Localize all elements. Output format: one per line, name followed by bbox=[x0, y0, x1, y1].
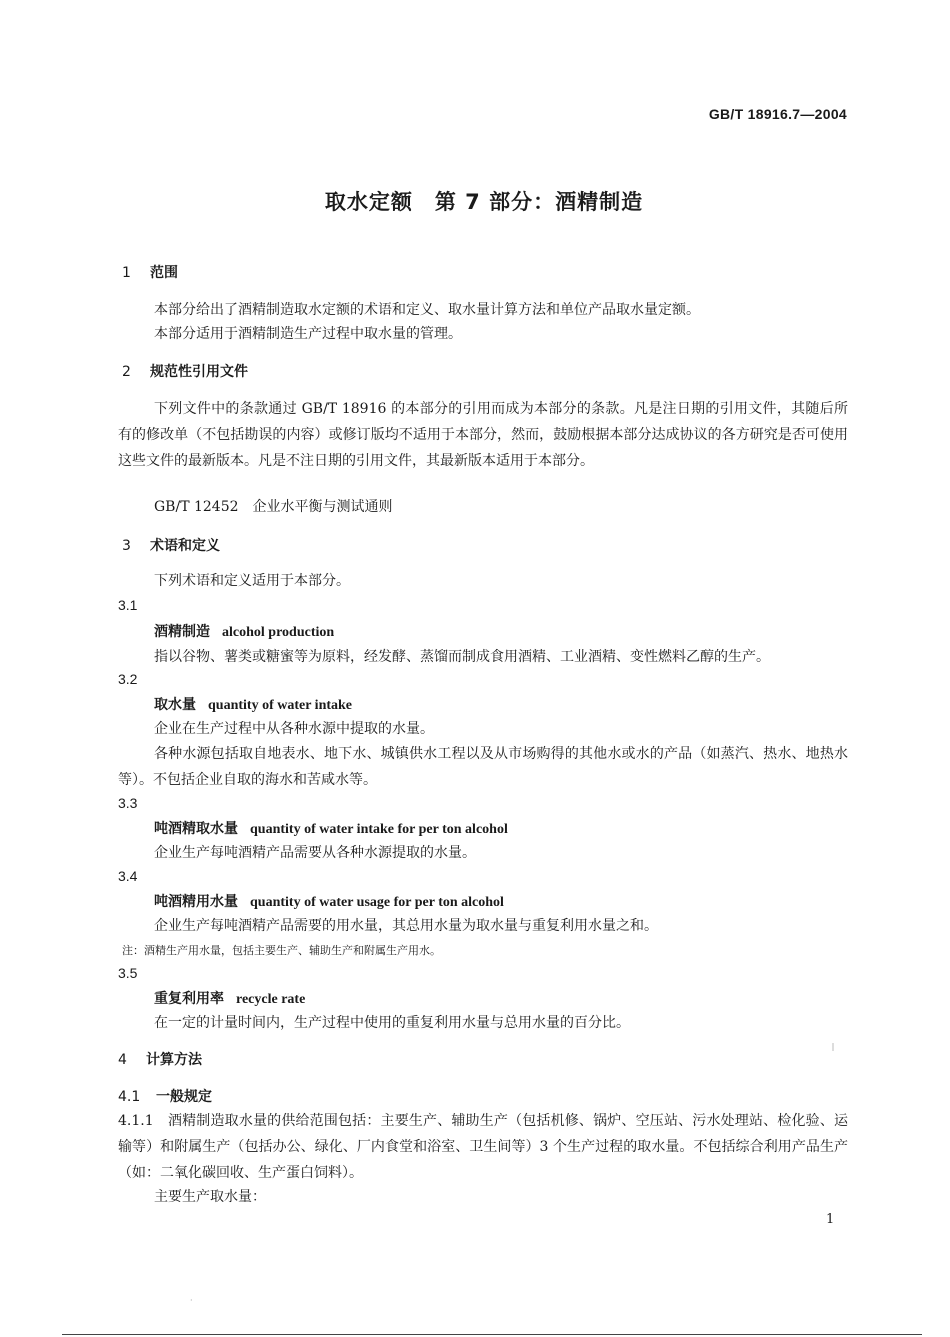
term-heading bbox=[154, 694, 352, 714]
term-number: 3.1 bbox=[118, 597, 138, 613]
section-title: 规范性引用文件 bbox=[150, 364, 248, 380]
term-heading bbox=[154, 621, 334, 641]
term-definition: 在一定的计量时间内，生产过程中使用的重复利用水量与总用水量的百分比。 bbox=[154, 1015, 630, 1031]
section-number: 1 bbox=[122, 265, 131, 281]
page-number: 1 bbox=[826, 1212, 835, 1227]
term-cn: 重复利用率 bbox=[154, 991, 224, 1007]
term-heading bbox=[154, 891, 504, 911]
subsection-title: 一般规定 bbox=[156, 1089, 212, 1105]
scan-speck: · bbox=[190, 1296, 193, 1305]
term-cn: 吨酒精取水量 bbox=[154, 821, 238, 837]
document-title: 取水定额 第 7 部分：酒精制造 bbox=[324, 190, 644, 214]
section-1-heading bbox=[122, 262, 178, 282]
section-title: 计算方法 bbox=[146, 1052, 202, 1068]
subsection-number: 4.1 bbox=[118, 1089, 141, 1105]
normative-reference: GB/T 12452 企业水平衡与测试通则 bbox=[154, 499, 393, 515]
term-cn: 取水量 bbox=[154, 697, 196, 713]
term-cn: 酒精制造 bbox=[154, 624, 210, 640]
term-definition: 企业在生产过程中从各种水源中提取的水量。 bbox=[154, 721, 434, 737]
term-en: quantity of water intake for per ton alcohol bbox=[250, 822, 508, 837]
section-2-paragraph: 下列文件中的条款通过 GB/T 18916 的本部分的引用而成为本部分的条款。凡是注日期的引用文件，其随后所有的修改单（不包括勘误的内容）或修订版均不适用于本部分，然而，鼓励根据本部分达成协议的各方研究是否可使用这些文件的最新版本。凡是不注日期的引用文件，其最新版本适用于本部分。 bbox=[118, 401, 848, 469]
term-en: quantity of water intake bbox=[208, 698, 353, 713]
clause-continuation: 主要生产取水量： bbox=[154, 1189, 266, 1205]
term-heading bbox=[154, 988, 305, 1008]
term-note: 注：酒精生产用水量，包括主要生产、辅助生产和附属生产用水。 bbox=[122, 944, 441, 957]
section-number: 3 bbox=[122, 538, 131, 554]
section-2-heading bbox=[122, 361, 248, 381]
term-en: alcohol production bbox=[222, 625, 335, 640]
term-number: 3.4 bbox=[118, 868, 138, 884]
section-title: 术语和定义 bbox=[150, 538, 220, 554]
term-heading bbox=[154, 818, 508, 838]
term-en: quantity of water usage for per ton alcohol bbox=[250, 895, 504, 910]
section-number: 4 bbox=[118, 1052, 127, 1068]
section-4-heading bbox=[118, 1049, 202, 1069]
section-number: 2 bbox=[122, 364, 131, 380]
term-number: 3.3 bbox=[118, 795, 138, 811]
term-number: 3.2 bbox=[118, 671, 138, 687]
section-title: 范围 bbox=[150, 265, 178, 281]
term-definition: 指以谷物、薯类或糖蜜等为原料，经发酵、蒸馏而制成食用酒精、工业酒精、变性燃料乙醇的生产。 bbox=[154, 649, 770, 665]
term-definition: 企业生产每吨酒精产品需要从各种水源提取的水量。 bbox=[154, 845, 476, 861]
term-definition: 企业生产每吨酒精产品需要的用水量，其总用水量为取水量与重复利用水量之和。 bbox=[154, 918, 658, 934]
subsection-4-1-heading bbox=[118, 1086, 212, 1106]
clause-4-1-1: 4.1.1 酒精制造取水量的供给范围包括：主要生产、辅助生产（包括机修、锅炉、空压站、污水处理站、检化验、运输等）和附属生产（包括办公、绿化、厂内食堂和浴室、卫生间等）3 个生产过程的取水量。不包括综合利用产品生产（如：二氧化碳回收、生产蛋白饲料）。 bbox=[118, 1113, 848, 1181]
standard-code: GB/T 18916.7—2004 bbox=[708, 106, 847, 122]
term-en: recycle rate bbox=[236, 992, 306, 1007]
term-number: 3.5 bbox=[118, 965, 138, 981]
term-cn: 吨酒精用水量 bbox=[154, 894, 238, 910]
section-1-paragraph-2: 本部分适用于酒精制造生产过程中取水量的管理。 bbox=[154, 326, 462, 342]
bottom-rule bbox=[62, 1334, 922, 1335]
section-1-paragraph-1: 本部分给出了酒精制造取水定额的术语和定义、取水量计算方法和单位产品取水量定额。 bbox=[154, 302, 700, 318]
section-3-heading bbox=[122, 535, 220, 555]
scan-mark bbox=[832, 1043, 834, 1051]
section-3-intro: 下列术语和定义适用于本部分。 bbox=[154, 573, 350, 589]
term-definition-extended: 各种水源包括取自地表水、地下水、城镇供水工程以及从市场购得的其他水或水的产品（如蒸汽、热水、地热水等）。不包括企业自取的海水和苦咸水等。 bbox=[118, 746, 848, 788]
